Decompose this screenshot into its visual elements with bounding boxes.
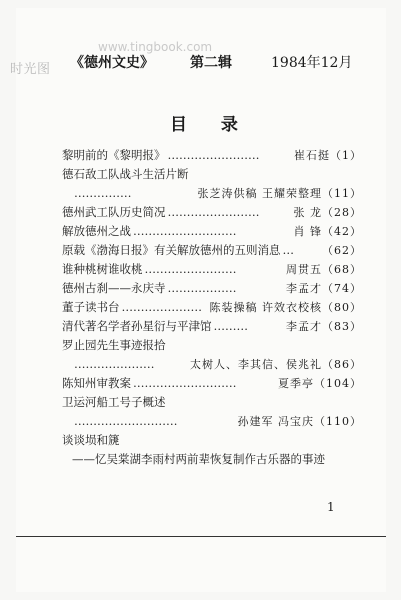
toc-entry [62,450,362,469]
toc-entry [62,184,362,203]
toc-leader-dots: ……………… [167,281,237,295]
publication-title: 《德州文史》 [70,55,154,71]
toc-entry-title: 德州古刹——永庆寺 [62,281,166,295]
toc-leader-dots: ……… [213,319,248,333]
toc-entry-author: 孙建军 冯宝庆（110） [236,412,363,431]
toc-entry-author: 张芝涛供稿 王耀荣整理（11） [196,184,363,203]
volume-label: 第二辑 [190,55,232,71]
toc-entry [62,260,362,279]
toc-entry [62,279,362,298]
toc-entry-title: 谈谈埙和篪 [62,433,120,447]
toc-entry [62,203,362,222]
toc-leader-dots: …………………… [144,262,237,276]
toc-leader-dots: ………………… [74,357,155,371]
toc-entry [62,146,362,165]
toc-entry-title: 解放德州之战 [62,224,131,238]
toc-entry [62,393,362,412]
page-title: 目 录 [170,115,252,135]
toc-entry [62,165,362,184]
toc-entry-author: 陈装操稿 许效衣校核（80） [208,298,363,317]
watermark-url: www.tingbook.com [98,40,213,54]
toc-entry-title [72,414,74,428]
toc-entry [62,374,362,393]
toc-leader-dots: …………………… [167,205,260,219]
toc-entry-author: 周贯五（68） [284,260,362,279]
toc-entry-author: （62） [320,241,362,260]
toc-entry [62,431,362,450]
toc-leader-dots: ……………………… [133,376,237,390]
toc-entry-title [72,186,74,200]
toc-leader-dots: ……………………… [74,414,178,428]
toc-entry-author: 肖 锋（42） [292,222,363,241]
toc-entry-title: 董子读书台 [62,300,120,314]
toc-leader-dots: ………………… [121,300,202,314]
toc-entry-author: 李孟才（74） [284,279,362,298]
toc-entry-title: ——忆吴棠湖李雨村两前辈恢复制作古乐器的事迹 [72,452,325,466]
toc-entry-author: 崔石挺（1） [292,146,362,165]
publication-date: 1984年12月 [271,55,353,71]
toc-entry [62,241,362,260]
toc-entry [62,298,362,317]
toc-entry [62,222,362,241]
toc-entry-title: 德州武工队历史简况 [62,205,166,219]
toc-entry-author: 张 龙（28） [292,203,363,222]
table-of-contents [62,146,362,469]
toc-entry-author: 夏季亭（104） [276,374,362,393]
toc-leader-dots: …………… [74,186,132,200]
toc-entry-title: 罗止园先生事迹报拾 [62,338,166,352]
toc-entry-title: 谁种桃树谁收桃 [62,262,143,276]
toc-entry-title: 德石敌工队战斗生活片断 [62,167,189,181]
bottom-rule [16,536,386,537]
toc-entry-title: 原载《渤海日报》有关解放德州的五则消息 [62,243,281,257]
watermark: 时光图 [10,62,51,77]
toc-leader-dots: …………………… [167,148,260,162]
toc-entry-title: 黎明前的《黎明报》 [62,148,166,162]
toc-entry-author: 太树人、李其信、侯兆礼（86） [188,355,362,374]
toc-leader-dots: … [282,243,294,257]
toc-entry [62,355,362,374]
toc-entry-title [72,357,74,371]
page-number: 1 [327,500,335,514]
toc-entry [62,317,362,336]
toc-entry-title: 陈知州审教案 [62,376,131,390]
toc-entry [62,336,362,355]
toc-leader-dots: ……………………… [133,224,237,238]
toc-entry-title: 清代著名学者孙星衍与平津馆 [62,319,212,333]
toc-entry-author: 李孟才（83） [284,317,362,336]
toc-entry-title: 卫运河船工号子概述 [62,395,166,409]
toc-entry [62,412,362,431]
